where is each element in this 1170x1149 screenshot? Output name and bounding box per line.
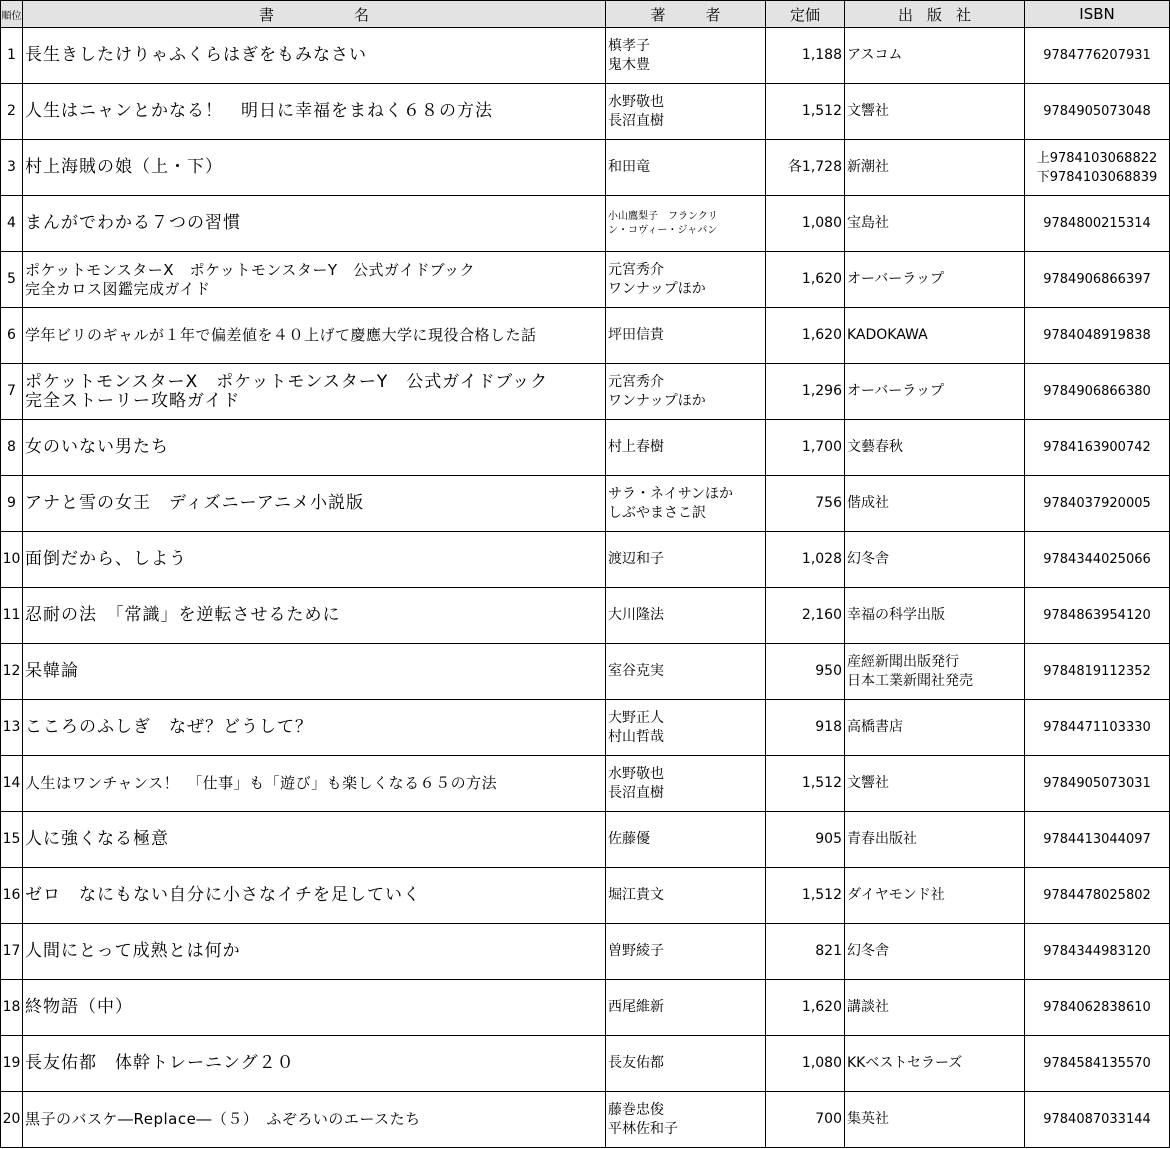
author-cell: [606, 1036, 766, 1092]
publisher-cell-line: 講談社: [847, 999, 889, 1015]
isbn-cell-line: 9784906866397: [1043, 272, 1151, 287]
isbn-cell: [1025, 588, 1170, 644]
publisher-cell: [845, 924, 1025, 980]
title-cell-line: ゼロ なにもない自分に小さなイチを足していく: [25, 885, 421, 905]
title-cell: [23, 308, 606, 364]
header-title: 書名: [23, 1, 606, 28]
author-cell: [606, 196, 766, 252]
table-row: [1, 308, 1170, 364]
author-cell-line: 長友佑都: [608, 1055, 664, 1071]
price-cell: 各1,728: [766, 140, 845, 196]
title-cell: [23, 812, 606, 868]
title-cell-line: 黒子のバスケ―Replace―（５） ふぞろいのエースたち: [25, 1110, 421, 1128]
title-cell-line: ポケットモンスターX ポケットモンスターY 公式ガイドブック: [25, 260, 476, 279]
author-cell: [606, 812, 766, 868]
author-cell: [606, 700, 766, 756]
rank-cell: 9: [1, 476, 23, 532]
author-cell-line: 和田竜: [608, 159, 650, 175]
author-cell-line: 平林佐和子: [608, 1120, 678, 1137]
publisher-cell-line: 新潮社: [847, 159, 889, 175]
title-cell-line: 人生はニャンとかなる！ 明日に幸福をまねく６８の方法: [25, 101, 493, 121]
isbn-cell: [1025, 812, 1170, 868]
title-cell: [23, 420, 606, 476]
title-cell-line: 学年ビリのギャルが１年で偏差値を４０上げて慶應大学に現役合格した話: [25, 326, 537, 344]
rank-cell: 19: [1, 1036, 23, 1092]
header-rank: 順位: [1, 1, 23, 28]
author-cell-line: 長沼直樹: [608, 784, 664, 801]
table-row: [1, 28, 1170, 84]
author-cell: [606, 476, 766, 532]
table-row: [1, 700, 1170, 756]
isbn-cell-line: 9784905073048: [1043, 104, 1151, 119]
author-cell: [606, 308, 766, 364]
publisher-cell-line: 青春出版社: [847, 831, 917, 847]
author-cell-line: 堀江貴文: [608, 887, 664, 903]
title-cell-line: 完全カロス図鑑完成ガイド: [25, 279, 211, 298]
table-row: [1, 364, 1170, 420]
title-cell: [23, 756, 606, 812]
publisher-cell: [845, 1036, 1025, 1092]
author-cell-line: 元宮秀介: [608, 373, 664, 390]
isbn-cell-line: 下9784103068839: [1036, 169, 1158, 185]
publisher-cell-line: 幻冬舎: [847, 943, 889, 959]
title-cell-line: こころのふしぎ なぜ？どうして？: [25, 717, 313, 737]
publisher-cell: [845, 476, 1025, 532]
title-cell-line: ポケットモンスターX ポケットモンスターY 公式ガイドブック: [25, 371, 549, 392]
rank-cell: 10: [1, 532, 23, 588]
isbn-cell: [1025, 532, 1170, 588]
author-cell-line: 村上春樹: [608, 439, 664, 455]
table-row: [1, 476, 1170, 532]
author-cell: [606, 28, 766, 84]
title-cell: [23, 1092, 606, 1148]
author-cell: [606, 140, 766, 196]
isbn-cell-line: 9784344983120: [1043, 944, 1151, 959]
isbn-cell-line: 9784776207931: [1043, 48, 1151, 63]
author-cell-line: ン・コヴィー・ジャパン: [608, 224, 718, 236]
table-row: [1, 644, 1170, 700]
publisher-cell: [845, 812, 1025, 868]
publisher-cell-line: 文響社: [847, 775, 889, 791]
author-cell-line: 坪田信貴: [608, 327, 664, 343]
author-cell-line: 大野正人: [608, 709, 664, 726]
title-cell-line: 終物語（中）: [25, 997, 133, 1017]
isbn-cell-line: 9784905073031: [1043, 776, 1151, 791]
author-cell: [606, 868, 766, 924]
rank-cell: 16: [1, 868, 23, 924]
title-cell-line: アナと雪の女王 ディズニーアニメ小説版: [25, 493, 364, 513]
rank-cell: 3: [1, 140, 23, 196]
publisher-cell: [845, 756, 1025, 812]
author-cell: [606, 364, 766, 420]
publisher-cell-line: 文響社: [847, 103, 889, 119]
publisher-cell-line: オーバーラップ: [847, 271, 945, 287]
isbn-cell-line: 9784819112352: [1043, 664, 1151, 679]
publisher-cell-line: 産經新聞出版発行: [847, 653, 959, 670]
isbn-cell-line: 上9784103068822: [1036, 150, 1158, 166]
price-cell: 1,028: [766, 532, 845, 588]
author-cell: [606, 924, 766, 980]
table-row: [1, 140, 1170, 196]
isbn-cell-line: 9784087033144: [1043, 1112, 1151, 1127]
isbn-cell: [1025, 420, 1170, 476]
price-cell: 1,512: [766, 868, 845, 924]
table-row: [1, 812, 1170, 868]
author-cell-line: 小山鷹梨子 フランクリ: [608, 210, 718, 222]
isbn-cell: [1025, 1092, 1170, 1148]
table-row: [1, 980, 1170, 1036]
publisher-cell: [845, 532, 1025, 588]
title-cell: [23, 84, 606, 140]
publisher-cell: [845, 868, 1025, 924]
price-cell: 1,620: [766, 308, 845, 364]
isbn-cell-line: 9784906866380: [1043, 384, 1151, 399]
author-cell: [606, 644, 766, 700]
price-cell: 1,188: [766, 28, 845, 84]
rank-cell: 12: [1, 644, 23, 700]
isbn-cell-line: 9784163900742: [1043, 440, 1151, 455]
title-cell: [23, 252, 606, 308]
price-cell: 1,620: [766, 980, 845, 1036]
isbn-cell: [1025, 28, 1170, 84]
title-cell: [23, 644, 606, 700]
price-cell: 1,512: [766, 84, 845, 140]
author-cell-line: 西尾維新: [608, 999, 664, 1015]
isbn-cell-line: 9784800215314: [1043, 216, 1151, 231]
rank-cell: 20: [1, 1092, 23, 1148]
isbn-cell: [1025, 140, 1170, 196]
publisher-cell: [845, 364, 1025, 420]
publisher-cell: [845, 196, 1025, 252]
rank-cell: 13: [1, 700, 23, 756]
price-cell: 700: [766, 1092, 845, 1148]
publisher-cell-line: 幻冬舎: [847, 551, 889, 567]
table-header: [1, 1, 1170, 28]
title-cell: [23, 196, 606, 252]
title-cell-line: 人生はワンチャンス！ 「仕事」も「遊び」も楽しくなる６５の方法: [25, 774, 498, 792]
title-cell: [23, 28, 606, 84]
isbn-cell: [1025, 756, 1170, 812]
title-cell: [23, 364, 606, 420]
author-cell: [606, 588, 766, 644]
isbn-cell-line: 9784584135570: [1043, 1056, 1151, 1071]
table-row: [1, 756, 1170, 812]
title-cell: [23, 588, 606, 644]
publisher-cell: [845, 420, 1025, 476]
isbn-cell: [1025, 924, 1170, 980]
isbn-cell-line: 9784048919838: [1043, 328, 1151, 343]
header-row: [1, 1, 1170, 28]
price-cell: 918: [766, 700, 845, 756]
publisher-cell: [845, 140, 1025, 196]
isbn-cell: [1025, 308, 1170, 364]
isbn-cell-line: 9784037920005: [1043, 496, 1151, 511]
author-cell-line: 元宮秀介: [608, 261, 664, 278]
publisher-cell: [845, 1092, 1025, 1148]
isbn-cell: [1025, 644, 1170, 700]
author-cell-line: 佐藤優: [608, 831, 650, 847]
author-cell-line: ワンナップほか: [608, 280, 706, 297]
publisher-cell-line: KADOKAWA: [847, 327, 928, 343]
header-publisher: 出版社: [845, 1, 1025, 28]
title-cell-line: 完全ストーリー攻略ガイド: [25, 390, 241, 411]
rank-cell: 15: [1, 812, 23, 868]
isbn-cell-line: 9784471103330: [1043, 720, 1151, 735]
isbn-cell-line: 9784344025066: [1043, 552, 1151, 567]
isbn-cell-line: 9784062838610: [1043, 1000, 1151, 1015]
table-row: [1, 1092, 1170, 1148]
rank-cell: 1: [1, 28, 23, 84]
publisher-cell-line: 文藝春秋: [847, 439, 903, 455]
publisher-cell: [845, 84, 1025, 140]
table-row: [1, 252, 1170, 308]
author-cell-line: 室谷克実: [608, 663, 664, 679]
isbn-cell-line: 9784413044097: [1043, 832, 1151, 847]
publisher-cell: [845, 980, 1025, 1036]
isbn-cell: [1025, 1036, 1170, 1092]
title-cell: [23, 140, 606, 196]
title-cell: [23, 980, 606, 1036]
author-cell-line: 村山哲哉: [608, 728, 664, 745]
publisher-cell-line: KKベストセラーズ: [847, 1055, 963, 1071]
isbn-cell: [1025, 252, 1170, 308]
price-cell: 905: [766, 812, 845, 868]
publisher-cell-line: 幸福の科学出版: [847, 607, 945, 623]
rank-cell: 7: [1, 364, 23, 420]
author-cell-line: ワンナップほか: [608, 392, 706, 409]
author-cell: [606, 1092, 766, 1148]
table-row: [1, 588, 1170, 644]
price-cell: 1,080: [766, 1036, 845, 1092]
isbn-cell: [1025, 84, 1170, 140]
publisher-cell: [845, 28, 1025, 84]
isbn-cell: [1025, 196, 1170, 252]
rank-cell: 14: [1, 756, 23, 812]
table-row: [1, 532, 1170, 588]
author-cell: [606, 420, 766, 476]
price-cell: 1,620: [766, 252, 845, 308]
publisher-cell-line: ダイヤモンド社: [847, 887, 945, 903]
table-row: [1, 924, 1170, 980]
isbn-cell: [1025, 868, 1170, 924]
title-cell: [23, 1036, 606, 1092]
author-cell-line: 槙孝子: [608, 37, 650, 54]
title-cell: [23, 476, 606, 532]
title-cell-line: 長友佑都 体幹トレーニング２０: [25, 1053, 295, 1073]
table-row: [1, 868, 1170, 924]
header-author: 著者: [606, 1, 766, 28]
price-cell: 1,080: [766, 196, 845, 252]
table-row: [1, 420, 1170, 476]
author-cell-line: 鬼木豊: [608, 56, 650, 73]
rank-cell: 8: [1, 420, 23, 476]
header-isbn: ISBN: [1025, 1, 1170, 28]
title-cell-line: 人に強くなる極意: [25, 829, 169, 849]
author-cell-line: 長沼直樹: [608, 112, 664, 129]
rank-cell: 5: [1, 252, 23, 308]
rank-cell: 6: [1, 308, 23, 364]
price-cell: 821: [766, 924, 845, 980]
isbn-cell-line: 9784863954120: [1043, 608, 1151, 623]
title-cell-line: 呆韓論: [25, 661, 79, 681]
title-cell-line: まんがでわかる７つの習慣: [25, 213, 241, 233]
isbn-cell-line: 9784478025802: [1043, 888, 1151, 903]
author-cell: [606, 756, 766, 812]
publisher-cell: [845, 700, 1025, 756]
author-cell-line: しぶやまさこ訳: [608, 504, 706, 521]
rank-cell: 11: [1, 588, 23, 644]
header-price: 定価: [766, 1, 845, 28]
rank-cell: 17: [1, 924, 23, 980]
price-cell: 1,700: [766, 420, 845, 476]
title-cell-line: 村上海賊の娘（上・下）: [25, 157, 223, 177]
title-cell-line: 女のいない男たち: [25, 437, 169, 457]
author-cell-line: 大川隆法: [608, 607, 664, 623]
rank-cell: 18: [1, 980, 23, 1036]
title-cell-line: 忍耐の法 「常識」を逆転させるために: [25, 605, 341, 625]
title-cell-line: 長生きしたけりゃふくらはぎをもみなさい: [25, 45, 367, 65]
publisher-cell-line: アスコム: [847, 47, 903, 63]
title-cell-line: 面倒だから、しよう: [25, 549, 187, 569]
publisher-cell: [845, 644, 1025, 700]
isbn-cell: [1025, 364, 1170, 420]
title-cell: [23, 868, 606, 924]
author-cell-line: 曽野綾子: [608, 943, 664, 959]
table-row: [1, 84, 1170, 140]
publisher-cell: [845, 588, 1025, 644]
price-cell: 1,296: [766, 364, 845, 420]
publisher-cell-line: オーバーラップ: [847, 383, 945, 399]
author-cell-line: 水野敬也: [608, 765, 664, 782]
title-cell: [23, 700, 606, 756]
title-cell-line: 人間にとって成熟とは何か: [25, 941, 241, 961]
publisher-cell-line: 集英社: [847, 1111, 889, 1127]
publisher-cell-line: 高橋書店: [847, 719, 903, 735]
author-cell-line: サラ・ネイサンほか: [608, 485, 734, 502]
publisher-cell-line: 日本工業新聞社発売: [847, 672, 973, 689]
publisher-cell: [845, 252, 1025, 308]
isbn-cell: [1025, 980, 1170, 1036]
table-row: [1, 196, 1170, 252]
isbn-cell: [1025, 700, 1170, 756]
author-cell: [606, 84, 766, 140]
publisher-cell-line: 宝島社: [847, 215, 889, 231]
author-cell-line: 藤巻忠俊: [608, 1101, 664, 1118]
rank-cell: 4: [1, 196, 23, 252]
price-cell: 1,512: [766, 756, 845, 812]
author-cell-line: 渡辺和子: [608, 551, 664, 567]
price-cell: 950: [766, 644, 845, 700]
author-cell: [606, 252, 766, 308]
table-body: [1, 28, 1170, 1148]
author-cell-line: 水野敬也: [608, 93, 664, 110]
table-row: [1, 1036, 1170, 1092]
title-cell: [23, 924, 606, 980]
publisher-cell-line: 偕成社: [847, 495, 889, 511]
title-cell: [23, 532, 606, 588]
rank-cell: 2: [1, 84, 23, 140]
isbn-cell: [1025, 476, 1170, 532]
author-cell: [606, 532, 766, 588]
publisher-cell: [845, 308, 1025, 364]
author-cell: [606, 980, 766, 1036]
price-cell: 2,160: [766, 588, 845, 644]
price-cell: 756: [766, 476, 845, 532]
